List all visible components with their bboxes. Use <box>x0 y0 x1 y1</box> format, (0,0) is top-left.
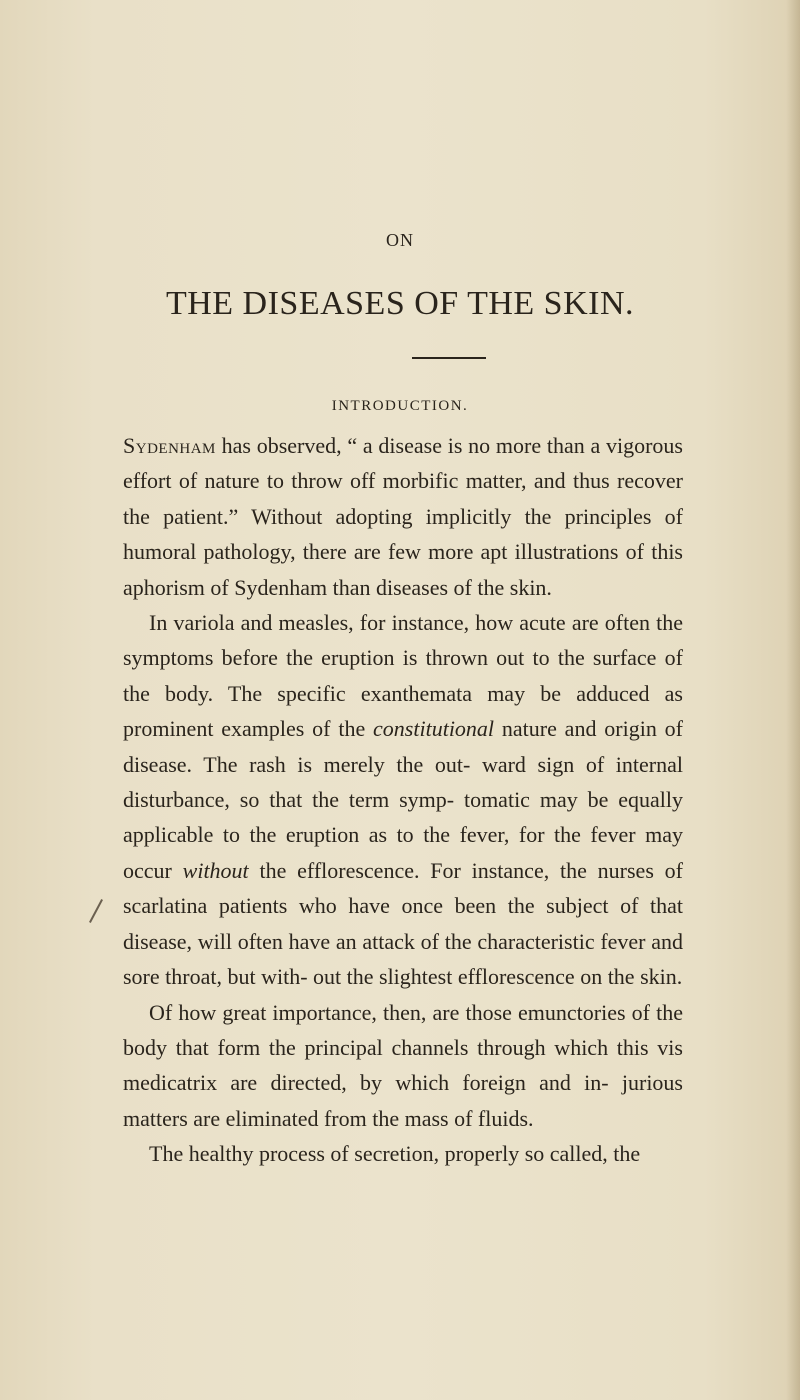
pencil-mark <box>89 899 103 923</box>
paragraph-2-italic-1: constitutional <box>373 716 495 742</box>
paragraph-4: The healthy process of secretion, properly so called, the <box>149 1141 641 1167</box>
pretitle: ON <box>386 230 414 250</box>
paragraph-2-italic-2: without <box>182 857 249 883</box>
paragraph-1-lead: Sydenham <box>123 433 216 458</box>
section-heading: INTRODUCTION. <box>331 398 469 414</box>
paragraph-2-text-3: the efflorescence. For instance, the nurses of scarlatina patients who have once been the subject of that disease, will often have an attack of the characteristic fever and sore throat, but with- out the slightest efflorescence on the skin. <box>123 857 684 990</box>
body-text <box>123 428 683 1172</box>
paragraph-3: Of how great importance, then, are those emunctories of the body that form the principal channels through which this vis medicatrix are directed, by which foreign and in- jurious matters are eliminated from the mass of fluids. <box>123 999 683 1131</box>
page-edge-shadow <box>786 0 800 1400</box>
paragraph-2-text-2: nature and origin of disease. The rash is merely the out- ward sign of internal disturbance, so that the term symp- tomatic may be equally applicable to the eruption as to the fever, for the fever may occur <box>123 716 683 883</box>
paragraph-1 <box>123 428 683 605</box>
paragraph-1-text: has observed, “ a disease is no more than a vigorous effort of nature to throw off morbific matter, and thus recover the patient.” Without adopting implicitly the principles of humoral pathology, there are few more apt illustrations of this aphorism of Sydenham than diseases of the skin. <box>123 433 683 600</box>
paragraph-2-text-1: In variola and measles, for instance, how acute are often the symptoms before the eruption is thrown out to the surface of the body. The specific exanthemata may be adduced as prominent examples of the <box>123 610 683 742</box>
page-title: THE DISEASES OF THE SKIN. <box>165 285 635 322</box>
paragraph-2 <box>123 605 683 994</box>
title-divider <box>412 357 486 359</box>
